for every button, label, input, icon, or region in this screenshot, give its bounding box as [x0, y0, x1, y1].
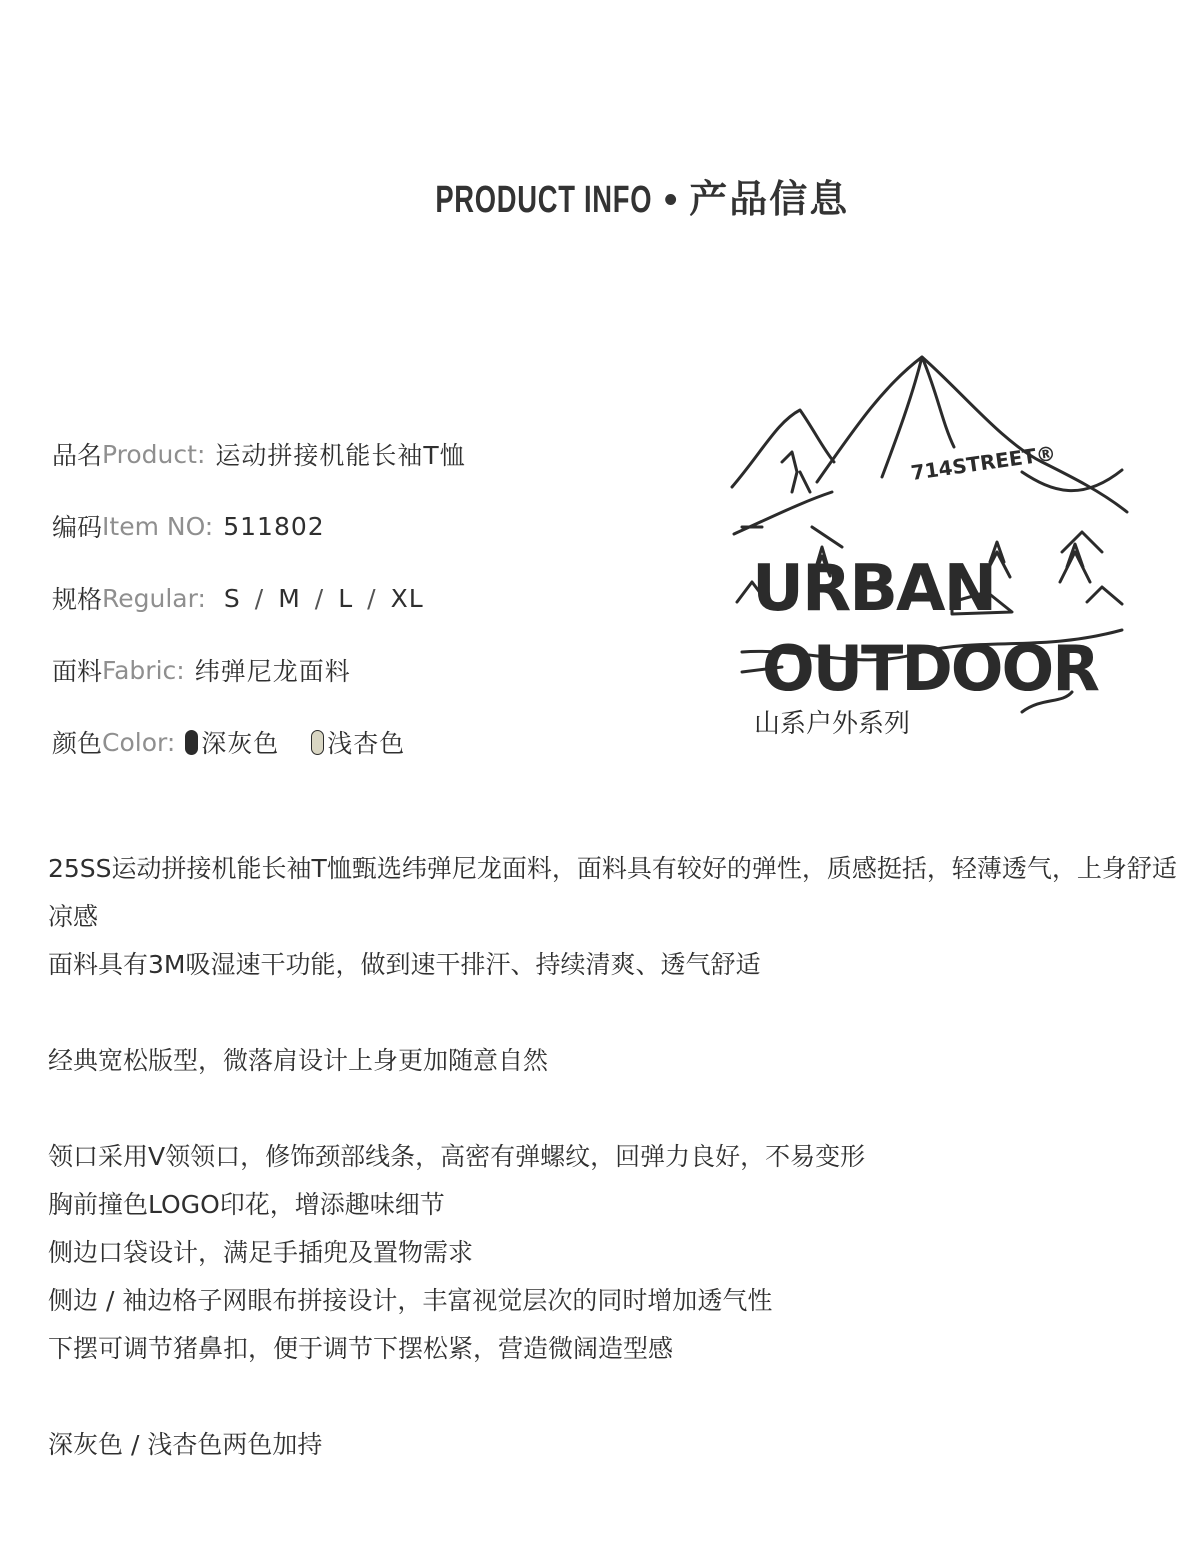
size-divider: /	[254, 583, 265, 613]
label-en: Color:	[102, 727, 176, 757]
label-en: Product:	[102, 439, 206, 469]
spacer	[48, 1085, 1178, 1133]
label-en: Item NO:	[102, 511, 214, 541]
info-row-regular	[52, 562, 466, 634]
size-divider: /	[314, 583, 325, 613]
label-zh: 品名	[52, 441, 103, 470]
color-name: 浅杏色	[327, 729, 406, 758]
title-chinese: 产品信息	[689, 179, 850, 221]
size-xl: XL	[390, 583, 424, 613]
info-row-color	[52, 706, 466, 778]
page-title	[0, 168, 1200, 223]
description-line: 领口采用V领领口，修饰颈部线条，高密有弹螺纹，回弹力良好，不易变形	[48, 1142, 866, 1171]
size-divider: /	[367, 583, 377, 613]
description-line: 面料具有3M吸湿速干功能，做到速干排汗、持续清爽、透气舒适	[48, 950, 761, 979]
logo-outdoor-text: OUTDOOR	[762, 632, 1098, 705]
description-line: 25SS运动拼接机能长袖T恤甄选纬弹尼龙面料，面料具有较好的弹性，质感挺括，轻薄透气，上身舒适凉感	[48, 854, 1177, 931]
product-name-value: 运动拼接机能长袖T恤	[215, 441, 466, 470]
color-name: 深灰色	[201, 729, 280, 758]
label-zh: 颜色	[52, 729, 103, 758]
description-line: 胸前撞色LOGO印花，增添趣味细节	[48, 1190, 445, 1219]
product-description	[48, 845, 1178, 1469]
fabric-value: 纬弹尼龙面料	[194, 657, 351, 686]
label-zh: 编码	[52, 513, 103, 542]
info-row-item-no	[52, 490, 466, 562]
title-separator: •	[663, 179, 678, 221]
info-row-fabric	[52, 634, 466, 706]
description-line: 下摆可调节猪鼻扣，便于调节下摆松紧，营造微阔造型感	[48, 1334, 674, 1363]
description-line: 侧边口袋设计，满足手插兜及置物需求	[48, 1238, 474, 1267]
label-zh: 面料	[52, 657, 103, 686]
label-en: Fabric:	[102, 655, 185, 685]
color-option-dark-grey	[185, 724, 279, 760]
size-m: M	[278, 583, 301, 613]
description-line: 经典宽松版型，微落肩设计上身更加随意自然	[48, 1046, 549, 1075]
size-s: S	[223, 583, 241, 613]
spacer	[48, 1373, 1178, 1421]
label-en: Regular:	[102, 583, 206, 613]
info-row-product	[52, 418, 466, 490]
color-swatch	[311, 730, 324, 755]
color-swatch	[185, 730, 198, 755]
label-zh: 规格	[52, 585, 103, 614]
urban-outdoor-logo	[722, 352, 1132, 752]
title-english: PRODUCT INFO	[435, 179, 652, 221]
logo-brand-text: 714STREET®	[909, 440, 1058, 485]
logo-urban-text: URBAN	[752, 552, 996, 626]
size-l: L	[338, 583, 354, 613]
logo-subtitle-text: 山系户外系列	[754, 709, 911, 739]
description-line: 侧边 / 袖边格子网眼布拼接设计，丰富视觉层次的同时增加透气性	[48, 1286, 773, 1315]
product-info-list	[52, 418, 466, 778]
size-list	[216, 584, 424, 613]
spacer	[48, 989, 1178, 1037]
description-line: 深灰色 / 浅杏色两色加持	[48, 1430, 323, 1459]
color-option-apricot	[311, 724, 405, 760]
item-no-value: 511802	[223, 511, 325, 541]
